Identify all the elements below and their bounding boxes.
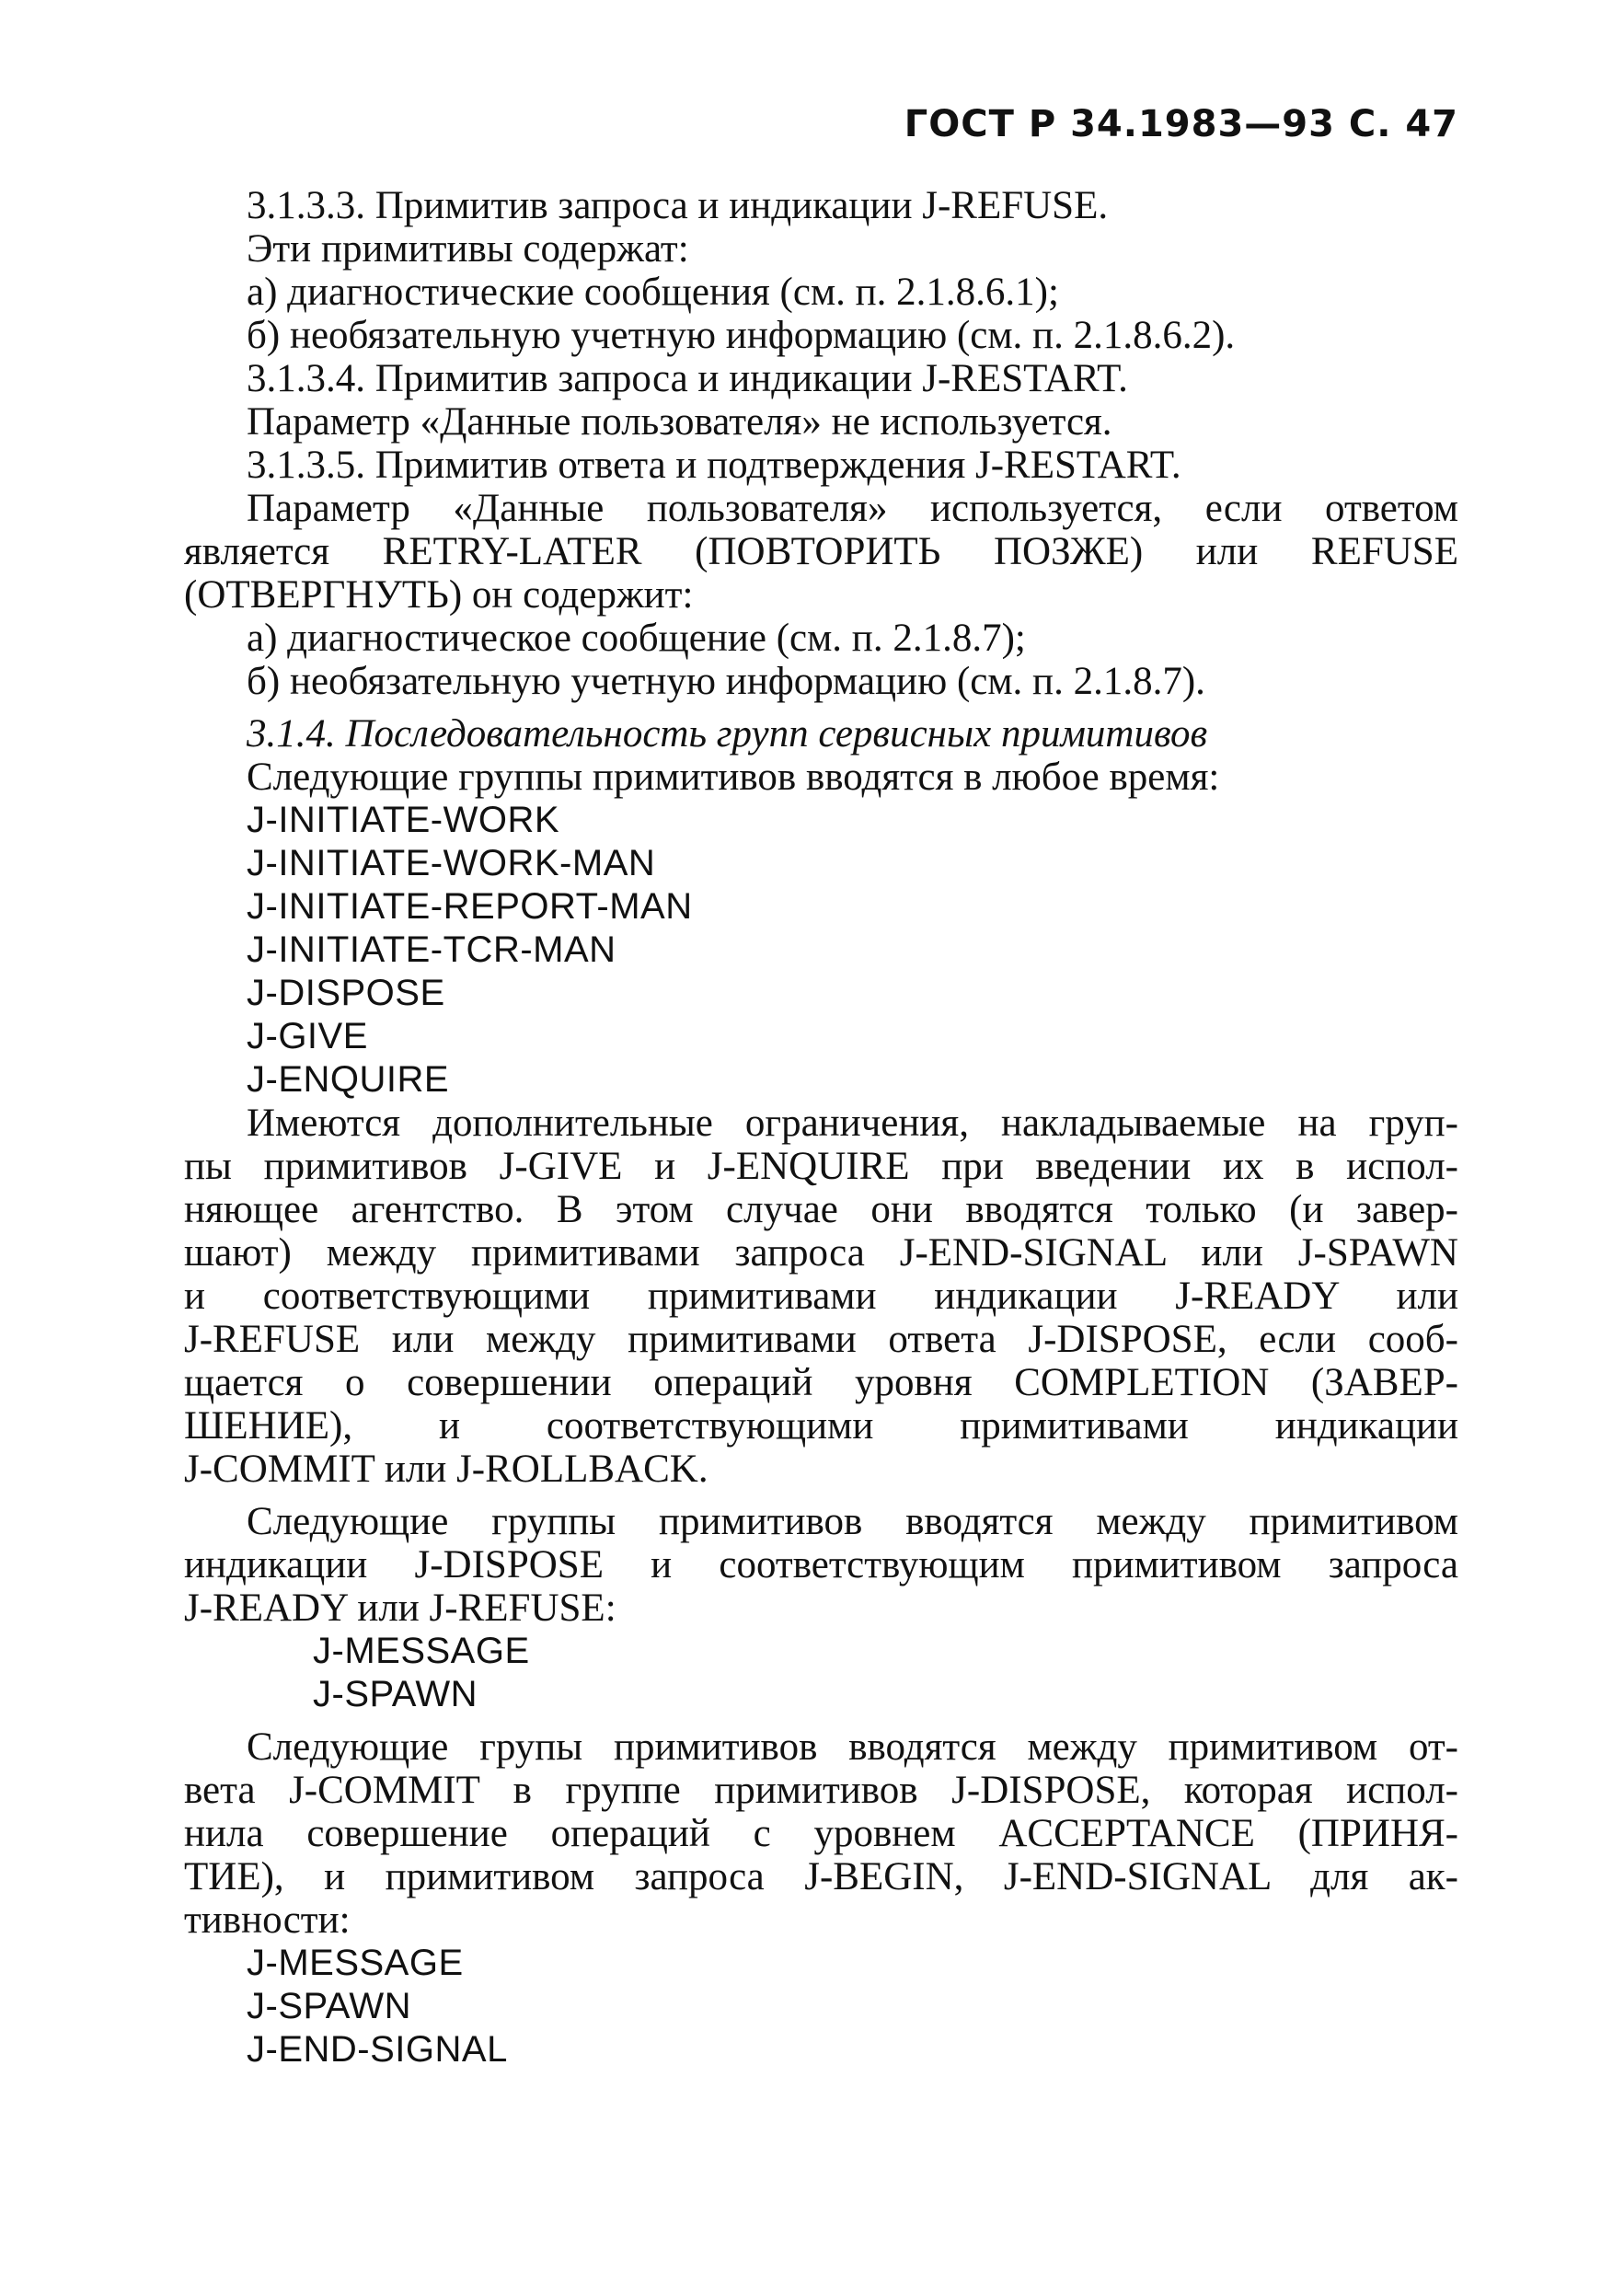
text-line: и соответствующими примитивами индикации J-READY или bbox=[184, 1275, 1458, 1318]
primitive-name: J-SPAWN bbox=[247, 1986, 412, 2026]
text-line: является RETRY-LATER (ПОВТОРИТЬ ПОЗЖЕ) или REFUSE bbox=[184, 530, 1458, 573]
text-line: J-COMMIT или J-ROLLBACK. bbox=[184, 1448, 708, 1491]
text-line: Следующие групы примитивов вводятся между примитивом от- bbox=[247, 1725, 1458, 1769]
text-line: тивности: bbox=[184, 1898, 351, 1942]
body-text bbox=[184, 184, 1458, 2071]
primitive-name: J-DISPOSE bbox=[247, 973, 445, 1013]
text-line: шают) между примитивами запроса J-END-SIGNAL или J-SPAWN bbox=[184, 1231, 1458, 1275]
primitive-name: J-ENQUIRE bbox=[247, 1059, 450, 1100]
section-heading-3-1-4: 3.1.4. Последовательность групп сервисных примитивов bbox=[247, 712, 1208, 756]
text-line: Эти примитивы содержат: bbox=[247, 227, 689, 271]
text-line: ТИЕ), и примитивом запроса J-BEGIN, J-END-SIGNAL для ак- bbox=[184, 1855, 1458, 1898]
text-line: Параметр «Данные пользователя» не используется. bbox=[247, 400, 1112, 444]
list-item: б) необязательную учетную информацию (см. п. 2.1.8.7). bbox=[247, 660, 1205, 703]
text-line: Параметр «Данные пользователя» используется, если ответом bbox=[247, 487, 1458, 530]
clause-3-1-3-4: 3.1.3.4. Примитив запроса и индикации J-RESTART. bbox=[247, 357, 1128, 400]
text-line: вета J-COMMIT в группе примитивов J-DISPOSE, которая испол- bbox=[184, 1769, 1458, 1812]
text-line: J-REFUSE или между примитивами ответа J-DISPOSE, если сооб- bbox=[184, 1318, 1458, 1361]
primitive-name: J-MESSAGE bbox=[313, 1631, 530, 1671]
primitive-name: J-END-SIGNAL bbox=[247, 2029, 508, 2070]
primitive-name: J-INITIATE-TCR-MAN bbox=[247, 929, 616, 970]
running-header: ГОСТ Р 34.1983—93 С. 47 bbox=[904, 103, 1458, 145]
text-line: щается о совершении операций уровня COMPLETION (ЗАВЕР- bbox=[184, 1361, 1458, 1404]
primitive-name: J-INITIATE-REPORT-MAN bbox=[247, 886, 693, 927]
text-line: ШЕНИЕ), и соответствующими примитивами индикации bbox=[184, 1404, 1458, 1448]
primitive-name: J-INITIATE-WORK bbox=[247, 800, 560, 840]
text-line: няющее агентство. В этом случае они вводятся только (и завер- bbox=[184, 1188, 1458, 1231]
text-line: (ОТВЕРГНУТЬ) он содержит: bbox=[184, 573, 694, 617]
primitive-name: J-SPAWN bbox=[313, 1674, 478, 1714]
text-line: пы примитивов J-GIVE и J-ENQUIRE при введении их в испол- bbox=[184, 1145, 1458, 1188]
primitive-name: J-MESSAGE bbox=[247, 1943, 464, 1983]
clause-3-1-3-3: 3.1.3.3. Примитив запроса и индикации J-REFUSE. bbox=[247, 184, 1109, 227]
text-line: Имеются дополнительные ограничения, накладываемые на груп- bbox=[247, 1102, 1458, 1145]
text-line: нила совершение операций с уровнем ACCEPTANCE (ПРИНЯ- bbox=[184, 1812, 1458, 1855]
list-item: а) диагностические сообщения (см. п. 2.1.8.6.1); bbox=[247, 271, 1059, 314]
text-line: J-READY или J-REFUSE: bbox=[184, 1586, 616, 1630]
text-line: индикации J-DISPOSE и соответствующим примитивом запроса bbox=[184, 1543, 1458, 1586]
list-item: б) необязательную учетную информацию (см. п. 2.1.8.6.2). bbox=[247, 314, 1236, 357]
text-line: Следующие группы примитивов вводятся между примитивом bbox=[247, 1500, 1458, 1543]
text-line: Следующие группы примитивов вводятся в любое время: bbox=[247, 756, 1220, 799]
primitive-name: J-INITIATE-WORK-MAN bbox=[247, 843, 656, 883]
list-item: а) диагностическое сообщение (см. п. 2.1.8.7); bbox=[247, 617, 1026, 660]
clause-3-1-3-5: 3.1.3.5. Примитив ответа и подтверждения J-RESTART. bbox=[247, 444, 1181, 487]
primitive-name: J-GIVE bbox=[247, 1016, 368, 1056]
